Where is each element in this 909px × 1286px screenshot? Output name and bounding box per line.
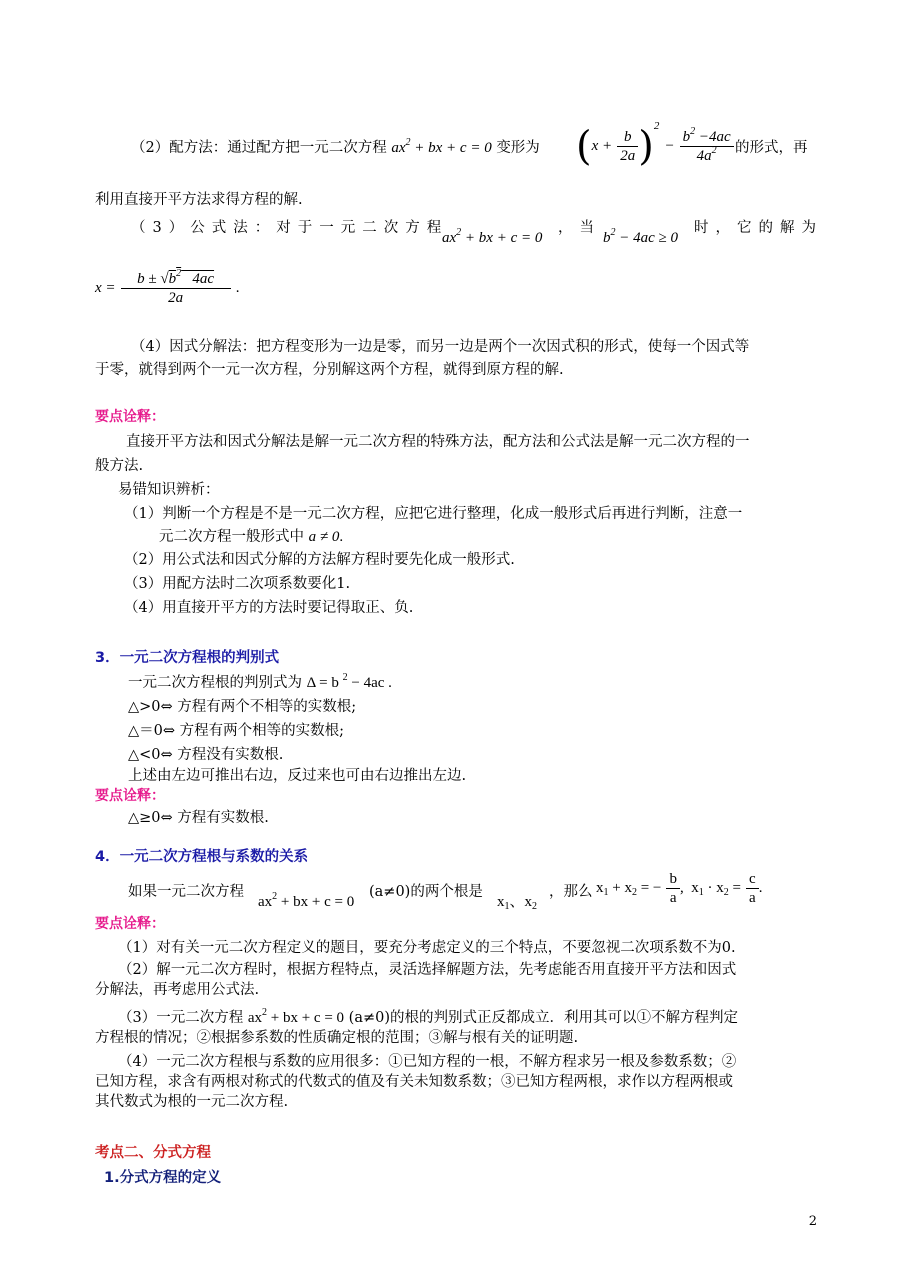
- method-3-equation: $ax^2$ + bx + c = 0: [442, 227, 543, 246]
- misconception-item-1a: （1）判断一个方程是不是一元二次方程，应把它进行整理，化成一般形式后再进行判断，注意一: [124, 506, 743, 522]
- key-point-3-equation: $ax^2$ + bx + c = 0: [247, 1007, 345, 1026]
- page-number: 2: [808, 1214, 817, 1229]
- section-4-text-b: (a≠0)的两个根是: [369, 884, 483, 900]
- key-point-title-3: 要点诠释：: [95, 916, 165, 932]
- section-4-text-a: 如果一元二次方程: [128, 884, 244, 900]
- section-3-line-1: [128, 673, 392, 693]
- section-4-line-1: [128, 882, 244, 902]
- key-point-3-item-4b: 已知方程，求含有两根对称式的代数式的值及有关未知数系数；③已知方程两根，求作以方程两根或: [95, 1074, 733, 1090]
- method-3-text: （3）公式法：对于一元二次方程: [131, 220, 449, 236]
- key-point-3-item-2a: （2）解一元二次方程时，根据方程特点，灵活选择解题方法，先考虑能否用直接开平方法和因式: [118, 962, 737, 978]
- key-point-3-item-3a: [118, 1008, 738, 1028]
- discriminant-formula: Δ = b $^2$ − 4ac .: [306, 672, 392, 691]
- misconception-item-1b: 元二次方程一般形式中 a ≠ 0.: [159, 529, 344, 545]
- section-4-title: 4．一元二次方程根与系数的关系: [95, 849, 309, 865]
- vieta-formulas: $x_1 + x_2$ = − $\frac{b}{a}$ , $x_1 \cdot x_2$ = $\frac{c}{a}$ .: [596, 871, 763, 906]
- method-2-text-c: 的形式，再: [735, 140, 808, 156]
- method-2-line-2: 利用直接开平方法求得方程的解.: [95, 192, 303, 208]
- key-point-3-item-4c: 其代数式为根的一元二次方程.: [95, 1094, 289, 1110]
- completed-square-formula: (x + $\frac{b}{2a}$ )$^2$ − $\frac{b^2 -4ac}{4a^2}$: [576, 126, 734, 167]
- key-point-3-item-1: （1）对有关一元二次方程定义的题目，要充分考虑定义的三个特点，不要忽视二次项系数不为0.: [118, 940, 736, 956]
- discriminant-condition: $b^2 - 4ac \ge 0$: [603, 227, 679, 246]
- a-not-zero-formula: a ≠ 0: [308, 529, 340, 545]
- key-point-3-item-2b: 分解法，再考虑用公式法.: [95, 982, 260, 998]
- key-point-3-item-3a-text-b: (a≠0)的根的判别式正反都成立．利用其可以①不解方程判定: [348, 1010, 739, 1026]
- section-3-line-5: 上述由左边可推出右边，反过来也可由右边推出左边.: [128, 768, 467, 784]
- key-point-3-item-3c: 方程根的情况；②根据参系数的性质确定根的范围；③解与根有关的证明题.: [95, 1030, 579, 1046]
- method-2-line-1: [131, 138, 540, 158]
- method-3-text-c: 时，它的解为: [694, 220, 823, 236]
- quadratic-formula: x = $\frac{b \pm √b^2 4ac}{2a}$ .: [95, 268, 240, 306]
- section-3-line-1-text: 一元二次方程根的判别式为: [128, 675, 302, 691]
- section-3-line-3: △＝0⇔ 方程有两个相等的实数根;: [128, 723, 345, 739]
- key-point-1-line-2: 般方法.: [95, 458, 144, 474]
- section-4-text-c: ，那么: [549, 884, 593, 900]
- general-equation-formula: $ax^2$ + bx + c = 0: [391, 137, 492, 156]
- misconception-item-1b-text: 元二次方程一般形式中: [159, 529, 304, 545]
- misconception-item-4: （4）用直接开平方的方法时要记得取正、负.: [124, 600, 414, 616]
- key-point-3-item-3a-text: （3）一元二次方程: [118, 1010, 244, 1026]
- section-3-line-4: △<0⇔ 方程没有实数根.: [128, 747, 284, 763]
- section-3-title: 3．一元二次方程根的判别式: [95, 650, 280, 666]
- roots-x1-x2: $x_1$、$x_2$: [497, 894, 538, 912]
- section-4-equation: $ax^2$ + bx + c = 0: [258, 891, 355, 910]
- method-2-text: （2）配方法：通过配方把一元二次方程: [131, 140, 387, 156]
- key-point-title-2: 要点诠释：: [95, 788, 165, 804]
- misconception-title: 易错知识辨析：: [118, 482, 220, 498]
- key-point-title-1: 要点诠释：: [95, 409, 165, 425]
- method-2-text-b: 变形为: [496, 140, 540, 156]
- method-4-line-1: （4）因式分解法：把方程变形为一边是零，而另一边是两个一次因式积的形式，使每一个因式等: [131, 339, 750, 355]
- key-point-2-line-1: △≥0⇔ 方程有实数根.: [128, 810, 269, 826]
- key-topic-2-subtitle: 1.分式方程的定义: [104, 1170, 222, 1186]
- key-point-3-item-4a: （4）一元二次方程根与系数的应用很多：①已知方程的一根，不解方程求另一根及参数系数；②: [118, 1054, 737, 1070]
- method-3-text-b: ，当: [558, 220, 601, 236]
- misconception-item-2: （2）用公式法和因式分解的方法解方程时要先化成一般形式.: [124, 552, 515, 568]
- key-point-1-line-1: 直接开平方法和因式分解法是解一元二次方程的特殊方法，配方法和公式法是解一元二次方程的一: [126, 434, 750, 450]
- method-4-line-2: 于零，就得到两个一元一次方程，分别解这两个方程，就得到原方程的解.: [95, 362, 564, 378]
- section-3-line-2: △>0⇔ 方程有两个不相等的实数根;: [128, 699, 357, 715]
- misconception-item-3: （3）用配方法时二次项系数要化1.: [124, 576, 351, 592]
- key-topic-2-title: 考点二、分式方程: [95, 1145, 211, 1161]
